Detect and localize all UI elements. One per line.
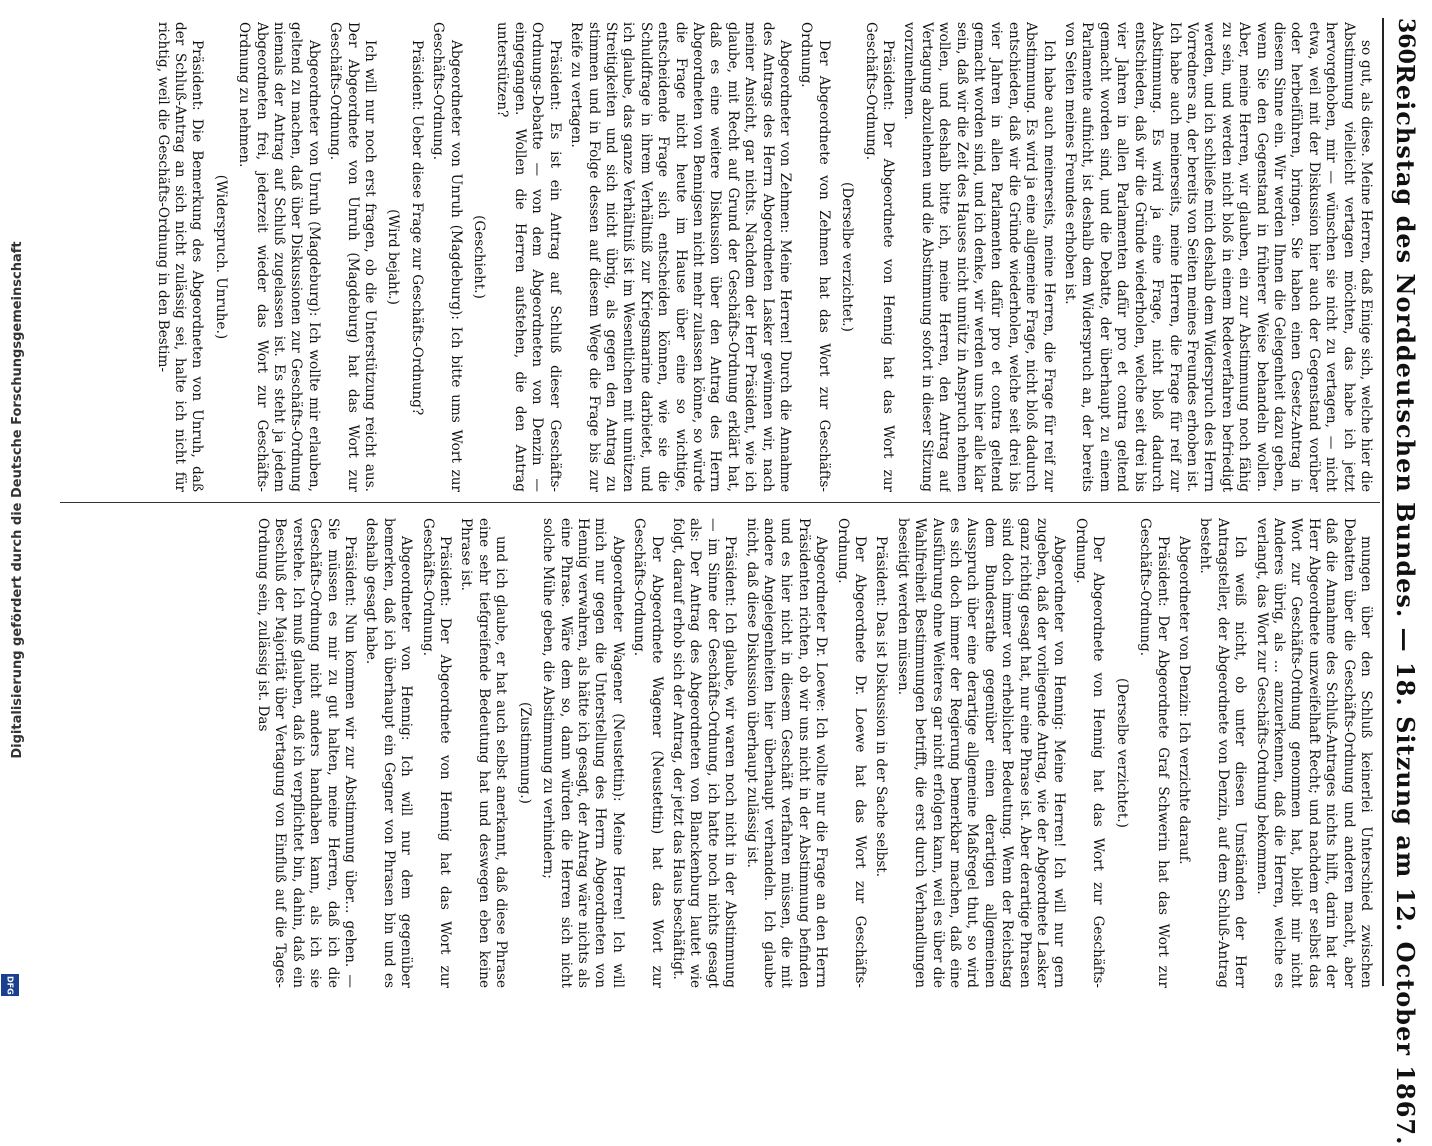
paragraph: Präsident: Das ist Diskussion in der Sache selbst. xyxy=(873,536,890,878)
paragraph: Präsident: Ueber diese Frage zur Geschäfts-Ordnung? xyxy=(408,40,425,416)
running-title: Reichstag des Norddeutschen Bundes. — 18. Sitzung am 12. October 1867. xyxy=(1391,63,1421,1146)
paragraph: Der Abgeordnete Wagener (Neustettin) hat das Wort zur Geschäfts-Ordnung. xyxy=(631,518,665,988)
page-number: 360 xyxy=(1393,18,1419,64)
paragraph: und ich glaube, er hat auch selbst anerkannt, daß diese Phrase eine sehr tiefgreifende Bedeutung hat und deswegen eben keine Phrase ist. xyxy=(458,518,510,988)
paragraph: Der Abgeordnete von Hennig hat das Wort zur Geschäfts-Ordnung. xyxy=(1072,518,1107,988)
dfg-logo xyxy=(1,974,19,996)
stage-direction: (Derselbe verzichtet.) xyxy=(839,182,856,332)
paragraph: Präsident: Die Bemerkung des Abgeordneten von Unruh, daß der Schluß-Antrag an sich nicht zulässig sei, halte ich nicht für richtig, weil die Geschäfts-Ordnung in den Bestim- xyxy=(154,22,206,492)
paragraph: Der Abgeordnete von Zehmen hat das Wort zur Geschäfts-Ordnung. xyxy=(798,22,832,492)
paragraph: Präsident: Es ist ein Antrag auf Schluß dieser Geschäfts-Ordnungs-Debatte — von dem Abgeordneten von Denzin — eingegangen. Wollen die Herren aufstehen, die den Antrag unterstützen? xyxy=(494,22,563,492)
paragraph: so gut, als diese. Meine Herren, daß Einige sich, welche hier die Abstimmung vielleicht vertagen möchten, das habe ich jetzt hervorgehoben, mir — wünschen sie nicht zu vertagen, — nicht etwa, weil mit der Diskussion hier auch der Gegenstand vorüber oder herbeiführen, bringen. Sie haben einen Gesetz-Antrag in diesem Sinne ein. Wir werden Ihnen die Gelegenheit dazu geben, wenn Sie den Gegenstand in früherer Weise behandeln wollen. Aber, meine Herren, wir glauben, ein zur Abstimmung noch fähig zu sein, und werden nicht bloß in einem Redeverfahren befriedigt werden, und ich schließe mich deshalb dem Widerspruch des Herrn Vorredners an, der bereits von Seiten meines Freundes erhoben ist. Ich habe auch meinerseits, meine Herren, die Frage für reif zur Abstimmung. Es wird ja eine Frage, nicht bloß dadurch entschieden, daß wir die Gründe wiederholen, welche seit drei bis vier Jahren in allen Parlamenten dafür pro et contra geltend gemacht worden sind, und die Debatte, der überhaupt zu einem Parlamente aufnicht, ist deshalb dem Widerspruch an, der bereits von Seiten meines Freundes erhoben ist. xyxy=(1062,22,1374,492)
document-page xyxy=(42,0,1432,1146)
column-divider xyxy=(60,502,1380,503)
paragraph: Abgeordneter Wagener (Neustettin): Meine Herren! Ich will mich nur gegen die Unterstellung des Herrn Abgeordneten von Hennig verwahren, als hätte ich gesagt, der Antrag wäre nichts als eine Phrase. Wäre dem so, dann würden die Herren sich nicht solche Mühe geben, die Abstimmung zu verhindern; xyxy=(540,518,626,988)
stage-direction: (Geschieht.) xyxy=(471,215,488,299)
paragraph: Abgeordneter Dr. Loewe: Ich wollte nur die Frage an den Herrn Präsidenten richten, ob wir uns nicht in der Abstimmung befinden und es hier nicht in diesem Geschäft verfahren müssen, die mit andere Angelegenheiten hier überhaupt verhandeln. Ich glaube nicht, daß diese Diskussion überhaupt zulässig ist. xyxy=(743,518,830,988)
right-column xyxy=(54,518,1374,988)
paragraph: Abgeordneter von Unruh (Magdeburg): Ich wollte mir erlauben, geltend zu machen, daß über Diskussionen zur Geschäfts-Ordnung niemals der Antrag auf Schluß zugelassen ist. Es steht ja jedem Abgeordneten frei, jederzeit wieder das Wort zur Geschäfts-Ordnung zu nehmen. xyxy=(236,22,322,492)
paragraph: Abgeordneter von Hennig: Meine Herren! Ich will nur gern zugeben, daß der vorliegende Antrag, wie der Abgeordnete Lasker ganz richtig gesagt hat, nur eine Phrase ist. Aber derartige Phrasen sind doch immer von erheblicher Bedeutung. Wenn der Reichstag dem Bundesrathe gegenüber einen derartigen allgemeinen Ausspruch über eine derartige allgemeine Maßregel thut, so wird es sich doch immer der Regierung bemerkbar machen, daß eine Ausführung ohne Weiteres gar nicht erfolgen kann, weil es über die Wahlfreiheit Bestimmungen betrifft, die erst durch Verhandlungen beseitigt werden müssen. xyxy=(894,518,1068,988)
paragraph: Präsident: Ich glaube, wir waren noch nicht in der Abstimmung — im Sinne der Geschäfts-Ordnung, ich hatte noch nichts gesagt als: Der Antrag des Abgeordneten von Blanckenburg lautet wie folgt, darauf erhob sich der Antrag, der jetzt das Haus beschäftigt. xyxy=(669,518,739,988)
paragraph: Der Abgeordnete Dr. Loewe hat das Wort zur Geschäfts-Ordnung. xyxy=(834,518,869,988)
paragraph: Abgeordneter von Zehmen: Meine Herren! Durch die Annahme des Antrags des Herrn Abgeordneten Lasker gewinnen wir, nach meiner Ansicht, gar nichts. Nachdem der Herr Präsident, wie ich glaube, mit Recht auf Grund der Geschäfts-Ordnung erklärt hat, daß es eine weitere Diskussion über den Antrag des Herrn Abgeordneten von Bennigsen nicht mehr zulassen könne, so würde die Frage nicht heute im Hause über eine so wichtige, entscheidende Frage sich entscheiden können, wie sie die Schuldfrage in ihrem Verhältniß zur Kriegsmarine darbietet, und ich glaube, das ganze Verhältniß ist im Wesentlichen mit unnützen Streitigkeiten und sich nicht übrig, als gegen den Antrag zu stimmen und in Folge dessen auf diesem Wege die Frage bis zur Reife zu vertagen. xyxy=(568,22,793,492)
paragraph: Abgeordneter von Hennig: Ich will nur dem gegenüber bemerken, daß ich überhaupt ein Gegner von Phrasen bin und es deshalb gesagt habe. xyxy=(363,518,415,988)
dfg-logo-text: DFG xyxy=(5,975,15,995)
paragraph: Abgeordneter von Unruh (Magdeburg): Ich bitte ums Wort zur Geschäfts-Ordnung. xyxy=(430,22,464,492)
paragraph: Präsident: Der Abgeordnete von Hennig hat das Wort zur Geschäfts-Ordnung. xyxy=(862,22,897,492)
header-rule xyxy=(1382,18,1384,986)
paragraph: Präsident: Nun kommen wir zur Abstimmung über... gehen. — Sie müssen es mir zu gut halten, meine Herren, daß ich die Geschäfts-Ordnung nicht anders handhaben kann, als ich sie verstehe. Ich muß glauben, daß ich verpflichtet bin, dahin, daß ein Beschluß der Majorität über Vertagung von Einfluß auf die Tages-Ordnung sein, zulässig ist. Das xyxy=(255,518,359,988)
paragraph: Abgeordneter von Denzin: Ich verzichte darauf. xyxy=(1175,536,1192,865)
paragraph: mungen über den Schluß keinerlei Unterschied zwischen Debatten über die Geschäfts-Ordnung und anderen macht, aber daß die Annahme des Schluß-Antrages nichts hilft, darin hat der Herr Abgeordnete unzweifelhaft Recht; und nachdem er selbst das Wort zur Geschäfts-Ordnung genommen hat, bleibt mir nicht Anderes übrig, als ... anzuerkennen, daß die Herren, welche es verlangt, das Wort zur Geschäfts-Ordnung bekommen. xyxy=(1253,518,1374,988)
paragraph: Ich weiß nicht, ob unter diesen Umständen der Herr Antragsteller, der Abgeordnete von Denzin, auf dem Schluß-Antrag besteht. xyxy=(1197,518,1249,988)
stage-direction: (Wird bejaht.) xyxy=(385,209,402,305)
paragraph: Ich habe auch meinerseits, meine Herren, die Frage für reif zur Abstimmung. Es wird ja eine allgemeine Frage, nicht bloß dadurch entschieden, daß wir die Gründe wiederholen, welche seit drei bis vier Jahren in allen Parlamenten dafür pro et contra geltend gemacht worden sind, und ich denke, wir werden uns hier alle klar sein, daß wir die Zeit des Hauses nicht unnütz in Anspruch nehmen wollen, und deshalb bitte ich, meine Herren, den Antrag auf Vertagung abzulehnen und die Abstimmung sofort in dieser Sitzung vorzunehmen. xyxy=(901,22,1057,492)
digitization-credit: Digitalisierung gefördert durch die Deutsche Forschungsgemeinschaft xyxy=(10,241,25,759)
paragraph: Präsident: Der Abgeordnete Graf Schwerin hat das Wort zur Geschäfts-Ordnung. xyxy=(1137,518,1171,988)
paragraph: Ich will nur noch erst fragen, ob die Unterstützung reicht aus. Der Abgeordnete von Unruh (Magdeburg) hat das Wort zur Geschäfts-Ordnung. xyxy=(327,22,379,492)
stage-direction: (Zustimmung.) xyxy=(516,702,533,804)
stage-direction: (Derselbe verzichtet.) xyxy=(1113,678,1130,828)
left-column xyxy=(54,22,1374,492)
stage-direction: (Widerspruch. Unruhe.) xyxy=(212,174,229,340)
paragraph: Präsident: Der Abgeordnete von Hennig hat das Wort zur Geschäfts-Ordnung. xyxy=(419,518,454,988)
page-header xyxy=(1386,18,1426,1146)
